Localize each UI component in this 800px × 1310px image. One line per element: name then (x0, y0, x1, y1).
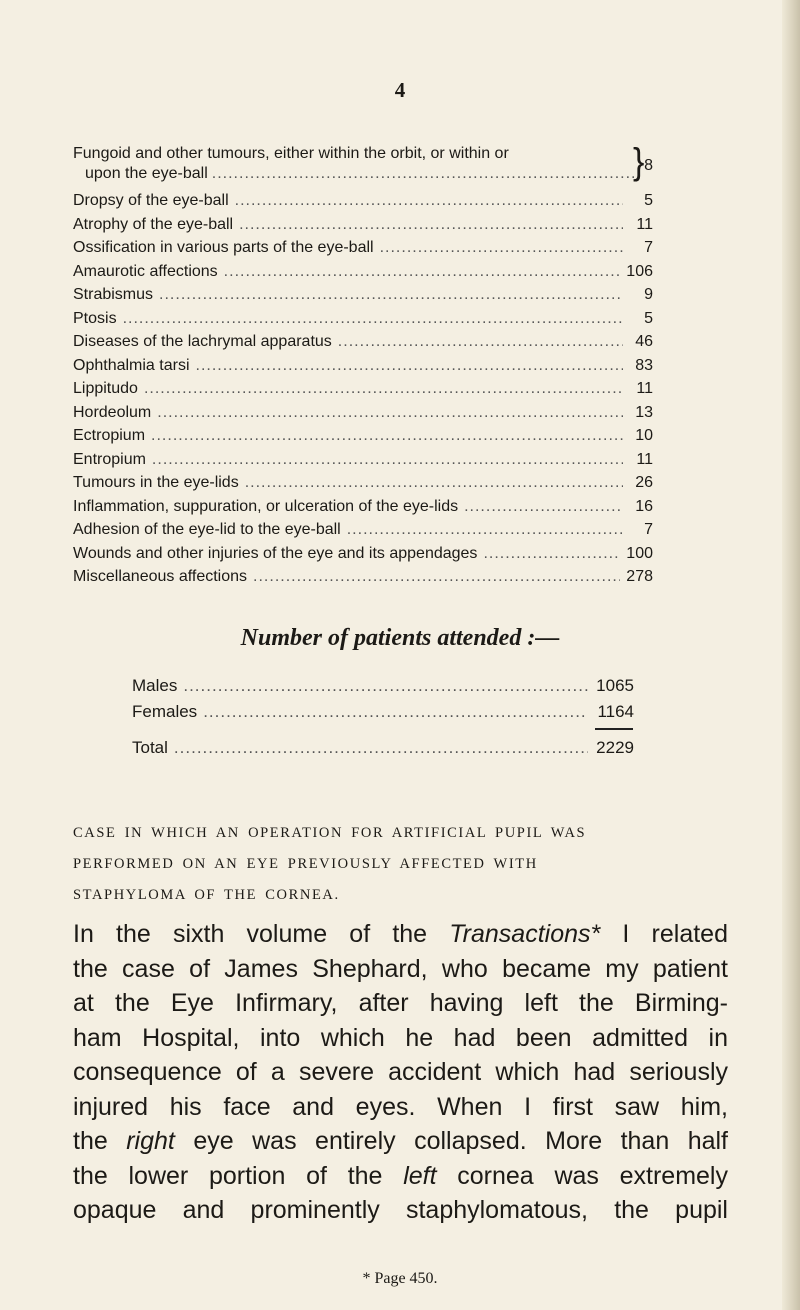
leader-dots (183, 673, 588, 699)
body-line (73, 1124, 728, 1159)
list-item (73, 424, 653, 448)
list-item (73, 330, 653, 354)
list-item-value: 83 (635, 356, 653, 374)
case-heading-line: PERFORMED ON AN EYE PREVIOUSLY AFFECTED WITH (73, 856, 538, 872)
list-item (73, 542, 653, 566)
list-item-value: 26 (635, 474, 653, 491)
list-item-value: 7 (644, 521, 653, 538)
list-item-value: 9 (644, 286, 653, 303)
body-line: ham Hospital, into which he had been admitted in (73, 1023, 728, 1052)
body-text-segment: I related (600, 920, 728, 948)
list-item (73, 495, 653, 519)
leader-dots (253, 565, 620, 589)
list-item-value: 8 (644, 157, 653, 174)
list-item (73, 377, 653, 401)
body-line: the case of James Shephard, who became my patient (73, 954, 728, 983)
body-line: injured his face and eyes. When I first saw him, (73, 1092, 728, 1121)
list-item-label: Entropium (73, 450, 146, 468)
list-item-value: 100 (626, 544, 653, 562)
males-label: Males (132, 676, 178, 695)
males-row (132, 673, 634, 699)
list-item-label: Miscellaneous affections (73, 568, 248, 585)
list-item-value: 11 (636, 450, 653, 468)
list-item-value: 16 (635, 497, 653, 515)
body-line: at the Eye Infirmary, after having left the Birming- (73, 989, 728, 1017)
leader-dots (151, 424, 623, 448)
list-item (73, 518, 653, 542)
list-item-label: Ectropium (73, 427, 146, 444)
emphasis: left (403, 1161, 437, 1190)
list-item (73, 260, 653, 284)
leader-dots (159, 283, 623, 307)
leader-dots (212, 162, 640, 186)
list-item-label-continued: upon the eye-ball (85, 165, 208, 182)
list-item (73, 307, 653, 331)
body-line: opaque and prominently staphylomatous, the pupil (73, 1196, 728, 1224)
list-item-label: Lippitudo (73, 380, 138, 397)
list-item-label: Strabismus (73, 286, 154, 303)
list-item-label: Wounds and other injuries of the eye and its appendages (73, 544, 478, 562)
list-item-value: 11 (636, 380, 653, 397)
case-heading-line: CASE IN WHICH AN OPERATION FOR ARTIFICIAL PUPIL WAS (73, 825, 587, 841)
list-item-label: Hordeolum (73, 403, 152, 421)
leader-dots (144, 377, 623, 401)
body-text-segment: eye was entirely collapsed. More than half (174, 1127, 728, 1155)
page-number: 4 (394, 78, 406, 102)
case-heading-line: STAPHYLOMA OF THE CORNEA. (73, 887, 340, 903)
body-line (73, 917, 728, 952)
list-item-label: Amaurotic affections (73, 262, 218, 280)
leader-dots (245, 471, 623, 495)
sum-rule (595, 728, 633, 730)
leader-dots (157, 401, 623, 425)
patients-title: Number of patients attended :— (240, 625, 560, 651)
leader-dots (174, 735, 588, 761)
leader-dots (152, 448, 623, 472)
list-item (73, 213, 653, 237)
list-item-label: Ophthalmia tarsi (73, 356, 190, 374)
list-item (73, 236, 653, 260)
list-item-label: Ossification in various parts of the eye-ball (73, 239, 374, 256)
leader-dots (123, 307, 623, 331)
list-item-label: Fungoid and other tumours, either within the orbit, or within or (73, 145, 509, 162)
males-value: 1065 (596, 676, 634, 695)
females-row (132, 699, 634, 725)
list-item (73, 189, 653, 213)
emphasis: right (126, 1127, 175, 1155)
leader-dots (347, 518, 623, 542)
list-item (73, 565, 653, 589)
list-item (73, 471, 653, 495)
body-text-segment: the lower portion of the (73, 1161, 404, 1190)
body-paragraph (73, 917, 728, 1228)
list-item (73, 401, 653, 425)
body-text-segment: the (73, 1127, 127, 1155)
list-item (73, 142, 653, 189)
body-text-segment: cornea was extremely (436, 1161, 728, 1190)
list-item-label: Atrophy of the eye-ball (73, 215, 234, 233)
body-line: consequence of a severe accident which had seriously (73, 1058, 728, 1086)
leader-dots (464, 495, 623, 519)
affections-list (73, 142, 653, 589)
list-item-value: 13 (635, 403, 653, 421)
total-row (132, 735, 634, 761)
list-item-label: Ptosis (73, 309, 117, 327)
leader-dots (235, 189, 623, 213)
list-item-value: 46 (635, 333, 653, 350)
list-item-label: Dropsy of the eye-ball (73, 192, 229, 209)
leader-dots (203, 699, 588, 725)
leader-dots (483, 542, 620, 566)
list-item-value: 278 (626, 568, 653, 585)
list-item-label: Adhesion of the eye-lid to the eye-ball (73, 521, 341, 538)
list-item (73, 354, 653, 378)
list-item-label: Tumours in the eye-lids (73, 474, 239, 491)
leader-dots (196, 354, 624, 378)
leader-dots (239, 213, 623, 237)
journal-title: Transactions* (449, 920, 601, 948)
leader-dots (380, 236, 623, 260)
list-item-label: Inflammation, suppuration, or ulceration of the eye-lids (73, 497, 459, 515)
leader-dots (224, 260, 621, 284)
body-line (73, 1159, 728, 1194)
brace-glyph: } (633, 141, 645, 183)
list-item-value: 7 (644, 239, 653, 256)
case-heading (73, 818, 723, 911)
list-item (73, 448, 653, 472)
total-label: Total (132, 738, 168, 757)
list-item-value: 5 (644, 309, 653, 327)
patients-stats (132, 673, 634, 761)
total-value: 2229 (596, 738, 634, 757)
list-item-value: 106 (626, 262, 653, 280)
leader-dots (338, 330, 623, 354)
females-value: 1164 (597, 702, 634, 721)
list-item-value: 10 (635, 427, 653, 444)
body-text-segment: In the sixth volume of the (73, 920, 450, 948)
list-item-value: 11 (636, 215, 653, 233)
list-item-value: 5 (644, 192, 653, 209)
list-item-label: Diseases of the lachrymal apparatus (73, 333, 332, 350)
page-edge (782, 0, 800, 1310)
footnote: * Page 450. (362, 1270, 438, 1287)
list-item (73, 283, 653, 307)
females-label: Females (132, 702, 198, 721)
